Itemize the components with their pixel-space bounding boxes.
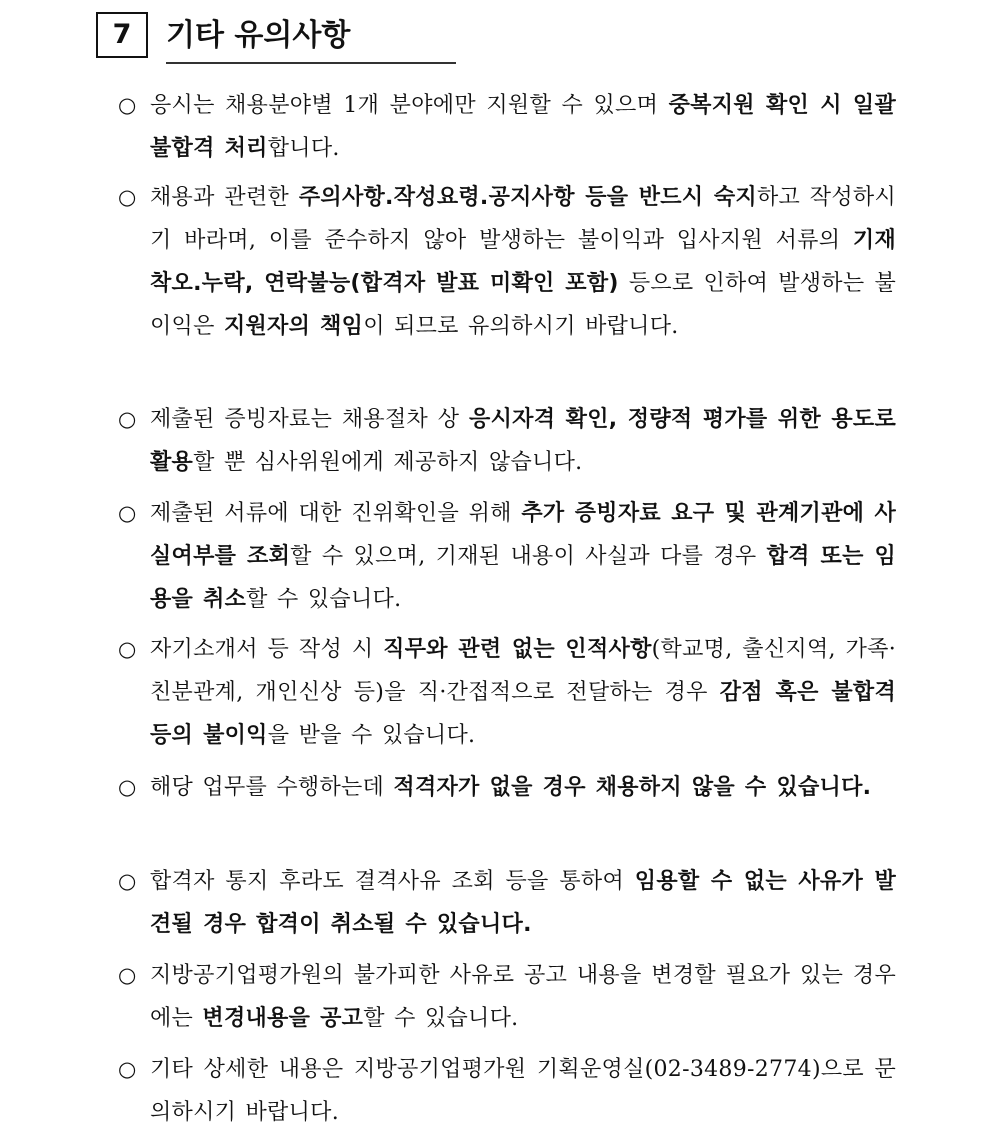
notice-text (150, 176, 896, 348)
notice-text (150, 84, 896, 170)
emphasized-text: 임용할 수 없는 사유가 발견될 경우 합격이 취소될 수 있습니다. (150, 869, 897, 937)
text-run: 할 수 있습니다. (246, 587, 402, 612)
text-run: 하고 작성하시기 바라며, 이를 준수하지 않아 발생하는 불이익과 입사지원 서류의 (150, 185, 897, 253)
circle-bullet-icon: ○ (118, 93, 137, 117)
text-run: 자기소개서 등 작성 시 (150, 637, 384, 662)
notice-text (150, 860, 896, 946)
text-run: 채용과 관련한 (150, 185, 299, 210)
text-run: (학교명, 출신지역, 가족·친분관계, 개인신상 등)을 직·간접적으로 전달하는 경우 (150, 637, 896, 705)
emphasized-text: 합격 또는 임용을 취소 (150, 544, 896, 612)
notice-text (150, 1048, 896, 1134)
notice-text (150, 398, 896, 484)
circle-bullet-icon: ○ (118, 501, 137, 525)
text-run: 지방공기업평가원의 불가피한 사유로 공고 내용을 변경할 필요가 있는 경우에는 (150, 963, 896, 1031)
emphasized-text: 추가 증빙자료 요구 및 관계기관에 사실여부를 조회 (150, 501, 897, 569)
notice-text (150, 492, 896, 621)
section-title: 기타 유의사항 (166, 12, 456, 64)
text-run: 제출된 서류에 대한 진위확인을 위해 (150, 501, 522, 526)
text-run: 을 받을 수 있습니다. (267, 723, 476, 748)
text-run: 기타 상세한 내용은 지방공기업평가원 기획운영실(02-3489-2774)으로 문의하시기 바랍니다. (150, 1057, 896, 1125)
text-run: 등으로 인하여 발생하는 불이익은 (150, 271, 896, 339)
notice-text (150, 954, 896, 1040)
text-run: 합니다. (267, 136, 340, 161)
circle-bullet-icon: ○ (118, 869, 137, 893)
text-run: 할 수 있으며, 기재된 내용이 사실과 다를 경우 (290, 544, 767, 569)
notice-text (150, 766, 896, 809)
emphasized-text: 감점 혹은 불합격 등의 불이익 (150, 680, 896, 748)
section-number: 7 (96, 12, 148, 58)
text-run: 할 뿐 심사위원에게 제공하지 않습니다. (193, 450, 583, 475)
emphasized-text: 주의사항.작성요령.공지사항 등을 반드시 숙지 (298, 185, 757, 210)
emphasized-text: 변경내용을 공고 (202, 1006, 364, 1031)
text-run: 이 되므로 유의하시기 바랍니다. (363, 314, 679, 339)
emphasized-text: 직무와 관련 없는 인적사항 (383, 637, 652, 662)
emphasized-text: 중복지원 확인 시 일괄 불합격 처리 (150, 93, 896, 161)
circle-bullet-icon: ○ (118, 1057, 137, 1081)
emphasized-text: 응시자격 확인, 정량적 평가를 위한 용도로 활용 (150, 407, 896, 475)
text-run: 해당 업무를 수행하는데 (150, 775, 394, 800)
circle-bullet-icon: ○ (118, 963, 137, 987)
notice-text (150, 628, 896, 757)
circle-bullet-icon: ○ (118, 407, 137, 431)
text-run: 합격자 통지 후라도 결격사유 조회 등을 통하여 (150, 869, 635, 894)
emphasized-text: 적격자가 없을 경우 채용하지 않을 수 있습니다. (393, 775, 872, 800)
emphasized-text: 지원자의 책임 (223, 314, 364, 339)
circle-bullet-icon: ○ (118, 185, 137, 209)
text-run: 할 수 있습니다. (363, 1006, 519, 1031)
text-run: 응시는 채용분야별 1개 분야에만 지원할 수 있으며 (150, 93, 669, 118)
circle-bullet-icon: ○ (118, 637, 137, 661)
circle-bullet-icon: ○ (118, 775, 137, 799)
text-run: 제출된 증빙자료는 채용절차 상 (150, 407, 470, 432)
emphasized-text: 기재 착오.누락, 연락불능(합격자 발표 미확인 포함) (150, 228, 896, 296)
